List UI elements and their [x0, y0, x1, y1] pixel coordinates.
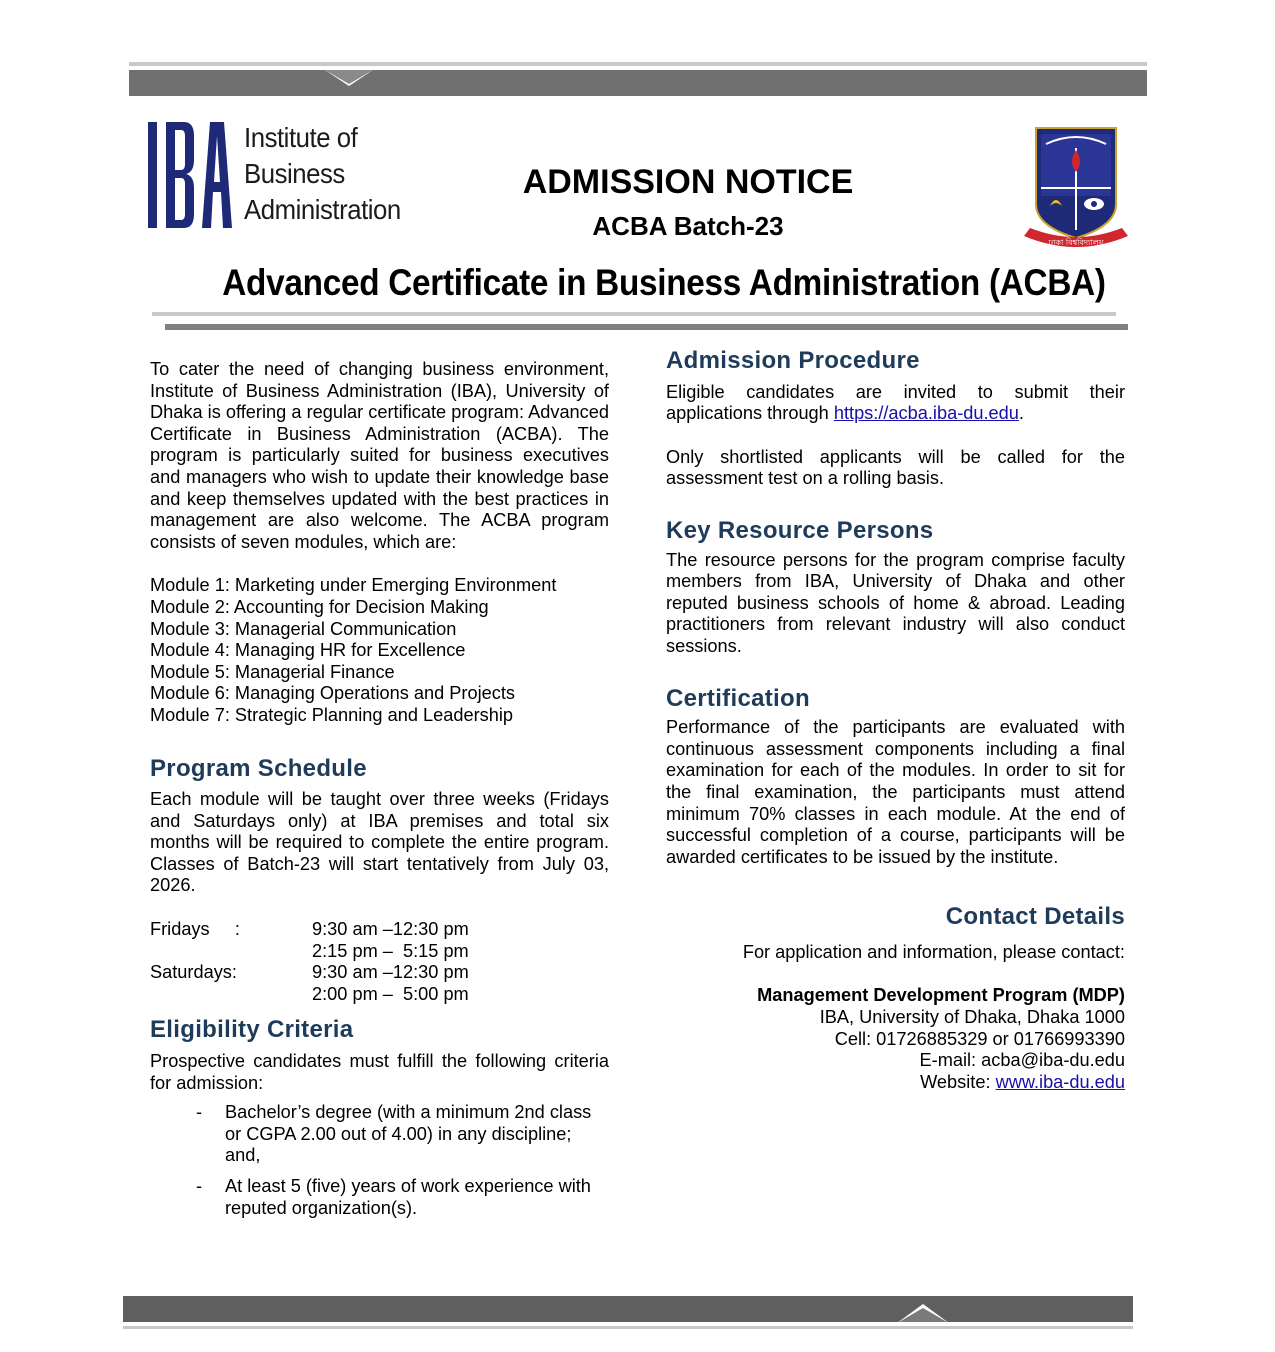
title-rule-bottom: [165, 324, 1128, 330]
module-item: Module 1: Marketing under Emerging Environment: [150, 575, 557, 596]
certification-heading: Certification: [666, 684, 810, 712]
admission-paragraph-1: [666, 382, 1125, 425]
contact-block: [666, 903, 1125, 1093]
resource-paragraph: The resource persons for the program comprise faculty members from IBA, University of Dhaka and other reputed business schools of home & abroad. Leading practitioners from relevant industry will also conduct sessions.: [666, 549, 1125, 656]
program-schedule-heading: Program Schedule: [150, 754, 367, 782]
bottom-banner-band: [123, 1296, 1133, 1330]
contact-org: Management Development Program (MDP): [757, 985, 1125, 1006]
application-link[interactable]: https://acba.iba-du.edu: [833, 403, 1019, 424]
crest-caption: ঢাকা বিশ্ববিদ্যালয়: [1048, 238, 1104, 247]
contact-website: [666, 1072, 1125, 1094]
module-list: [150, 575, 609, 726]
module-item: Module 6: Managing Operations and Projects: [150, 683, 515, 704]
certification-paragraph: Performance of the participants are evaluated with continuous assessment components including a final examination for each of the modules. In order to sit for the final examination, the participants must attend minimum 70% classes in each module. At the end of successful completion of a course, participants will be awarded certificates to be issued by the institute.: [666, 717, 1125, 867]
logo-wordmark: [244, 120, 401, 228]
eligibility-paragraph: Prospective candidates must fulfill the following criteria for admission:: [150, 1051, 609, 1093]
contact-address: IBA, University of Dhaka, Dhaka 1000: [819, 1007, 1125, 1028]
schedule-day: [150, 984, 312, 1006]
contact-intro: For application and information, please contact:: [742, 941, 1125, 962]
contact-heading: Contact Details: [945, 903, 1125, 931]
criteria-text: Bachelor’s degree (with a minimum 2nd class or CGPA 2.00 out of 4.00) in any discipline; and,: [225, 1102, 592, 1166]
website-label: Website:: [920, 1071, 996, 1092]
schedule-time: 2:00 pm – 5:00 pm: [312, 983, 469, 1004]
schedule-time: 9:30 am –12:30 pm: [312, 962, 469, 983]
eligibility-heading: Eligibility Criteria: [150, 1016, 354, 1044]
left-column: [150, 359, 609, 1228]
module-item: Module 3: Managerial Communication: [150, 618, 457, 639]
website-link[interactable]: www.iba-du.edu: [995, 1071, 1125, 1092]
module-item: Module 5: Managerial Finance: [150, 661, 395, 682]
batch-label: ACBA Batch-23: [592, 211, 784, 241]
criteria-text: At least 5 (five) years of work experience with reputed organization(s).: [225, 1176, 591, 1218]
title-rule-top: [152, 312, 1116, 316]
schedule-paragraph: Each module will be taught over three weeks (Fridays and Saturdays only) at IBA premises and total six months will be required to complete the entire program. Classes of Batch-23 will start tentatively from July 03, 2026.: [150, 789, 609, 896]
top-banner-band: [129, 62, 1147, 96]
module-item: Module 4: Managing HR for Excellence: [150, 640, 466, 661]
logo-line-2: Business: [244, 158, 345, 189]
key-resource-heading: Key Resource Persons: [666, 516, 934, 544]
university-crest-icon: [1022, 126, 1130, 254]
criteria-item: [150, 1176, 609, 1219]
schedule-table: [150, 919, 609, 1005]
schedule-time: 9:30 am –12:30 pm: [312, 919, 469, 940]
admission-procedure-heading: Admission Procedure: [666, 347, 920, 374]
module-item: Module 2: Accounting for Decision Making: [150, 596, 489, 617]
intro-paragraph: To cater the need of changing business environment, Institute of Business Administration (IBA), University of Dhaka is offering a regular certificate program: Advanced Certificate in Business Administration (ACBA). The program is particularly suited for business executives and managers who wish to update their knowledge base and keep themselves updated with the best practices in management are also welcome. The ACBA program consists of seven modules, which are:: [150, 359, 609, 552]
criteria-list: [150, 1102, 609, 1219]
schedule-day: Saturdays:: [150, 962, 237, 983]
logo-line-1: Institute of: [244, 122, 358, 153]
module-item: Module 7: Strategic Planning and Leadership: [150, 704, 513, 725]
right-column: [666, 347, 1125, 1093]
schedule-time: 2:15 pm – 5:15 pm: [312, 940, 469, 961]
schedule-day: [150, 941, 312, 963]
admission-text-end: .: [1018, 403, 1024, 424]
notice-title: ADMISSION NOTICE: [522, 163, 854, 201]
bullet-dash: -: [196, 1176, 203, 1196]
iba-logo-icon: [148, 122, 232, 228]
criteria-item: [150, 1102, 609, 1167]
admission-text: Eligible candidates are invited to submit their applications through: [666, 381, 1125, 424]
bullet-dash: -: [196, 1102, 203, 1123]
program-title: Advanced Certificate in Business Administration (ACBA): [222, 262, 1106, 303]
contact-email: E-mail: acba@iba-du.edu: [919, 1050, 1125, 1071]
contact-cell: Cell: 01726885329 or 01766993390: [834, 1028, 1125, 1049]
logo-line-3: Administration: [244, 194, 401, 225]
schedule-day: Fridays :: [150, 919, 240, 940]
admission-paragraph-2: Only shortlisted applicants will be called for the assessment test on a rolling basis.: [666, 446, 1125, 489]
